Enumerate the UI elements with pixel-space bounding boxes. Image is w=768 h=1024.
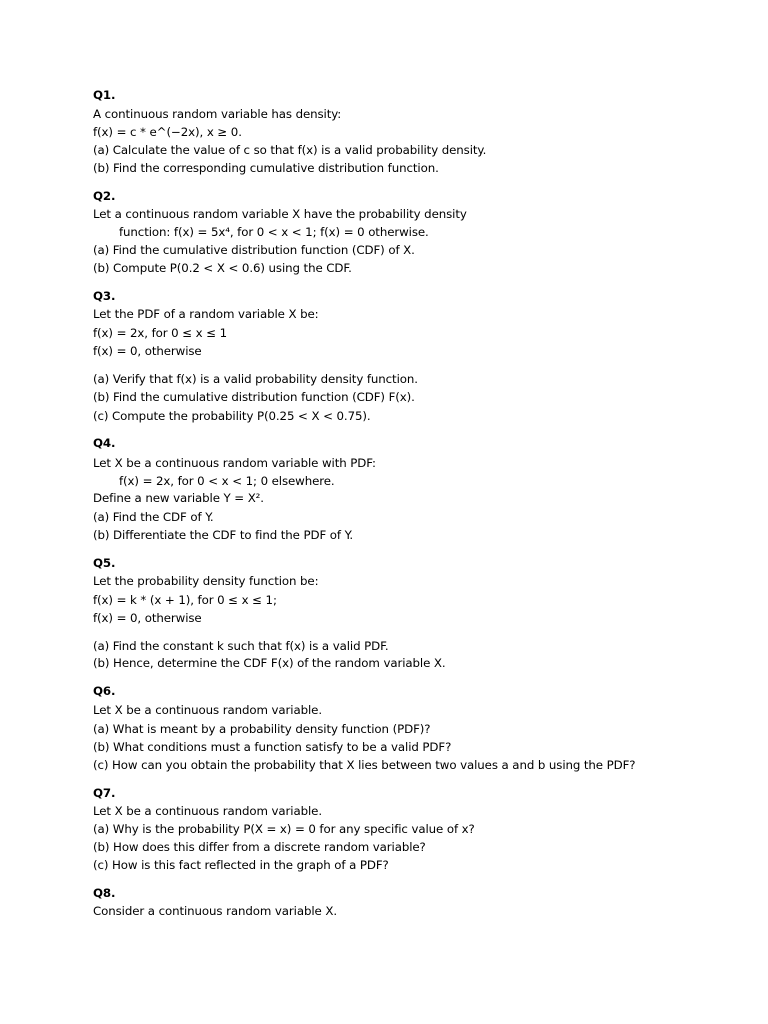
- question-text: f(x) = 0, otherwise: [93, 611, 202, 625]
- question-text: (a) Find the cumulative distribution function (CDF) of X.: [93, 243, 415, 257]
- question-text: (c) How is this fact reflected in the graph of a PDF?: [93, 858, 389, 872]
- question-text: Consider a continuous random variable X.: [93, 904, 337, 918]
- question-text: (c) Compute the probability P(0.25 < X < 0.75).: [93, 409, 371, 423]
- question-text: Let the PDF of a random variable X be:: [93, 307, 319, 321]
- question-title-q2: Q2.: [93, 189, 116, 203]
- question-text: (a) Find the constant k such that f(x) is a valid PDF.: [93, 639, 389, 653]
- question-text: (a) What is meant by a probability density function (PDF)?: [93, 722, 431, 736]
- question-title-q1: Q1.: [93, 88, 116, 102]
- question-text: (b) Compute P(0.2 < X < 0.6) using the CDF.: [93, 261, 352, 275]
- question-text: Let X be a continuous random variable.: [93, 703, 322, 717]
- question-text: (b) Find the cumulative distribution function (CDF) F(x).: [93, 390, 415, 404]
- question-text: Let X be a continuous random variable.: [93, 804, 322, 818]
- question-text: f(x) = 2x, for 0 < x < 1; 0 elsewhere.: [119, 474, 335, 488]
- question-text: (a) Calculate the value of c so that f(x) is a valid probability density.: [93, 143, 487, 157]
- question-text: (b) How does this differ from a discrete random variable?: [93, 840, 426, 854]
- question-text: (b) Differentiate the CDF to find the PDF of Y.: [93, 528, 353, 542]
- question-text: Define a new variable Y = X².: [93, 491, 264, 505]
- question-title-q3: Q3.: [93, 289, 116, 303]
- question-text: function: f(x) = 5x⁴, for 0 < x < 1; f(x) = 0 otherwise.: [119, 225, 429, 239]
- question-text: (c) How can you obtain the probability that X lies between two values a and b using the PDF?: [93, 758, 636, 772]
- question-text: Let the probability density function be:: [93, 574, 319, 588]
- question-title-q7: Q7.: [93, 786, 116, 800]
- question-title-q4: Q4.: [93, 436, 116, 450]
- question-text: Let X be a continuous random variable with PDF:: [93, 456, 376, 470]
- question-text: (a) Find the CDF of Y.: [93, 510, 214, 524]
- question-text: f(x) = k * (x + 1), for 0 ≤ x ≤ 1;: [93, 593, 277, 607]
- question-text: f(x) = 0, otherwise: [93, 344, 202, 358]
- question-text: f(x) = 2x, for 0 ≤ x ≤ 1: [93, 326, 228, 340]
- question-text: f(x) = c * e^(−2x), x ≥ 0.: [93, 125, 242, 139]
- question-text: Let a continuous random variable X have the probability density: [93, 207, 467, 221]
- question-title-q8: Q8.: [93, 886, 116, 900]
- question-text: A continuous random variable has density:: [93, 107, 342, 121]
- question-text: (b) Hence, determine the CDF F(x) of the random variable X.: [93, 656, 446, 670]
- question-title-q5: Q5.: [93, 556, 116, 570]
- question-text: (b) What conditions must a function satisfy to be a valid PDF?: [93, 740, 452, 754]
- question-title-q6: Q6.: [93, 684, 116, 698]
- question-text: (b) Find the corresponding cumulative distribution function.: [93, 161, 439, 175]
- question-text: (a) Why is the probability P(X = x) = 0 for any specific value of x?: [93, 822, 475, 836]
- question-text: (a) Verify that f(x) is a valid probability density function.: [93, 372, 418, 386]
